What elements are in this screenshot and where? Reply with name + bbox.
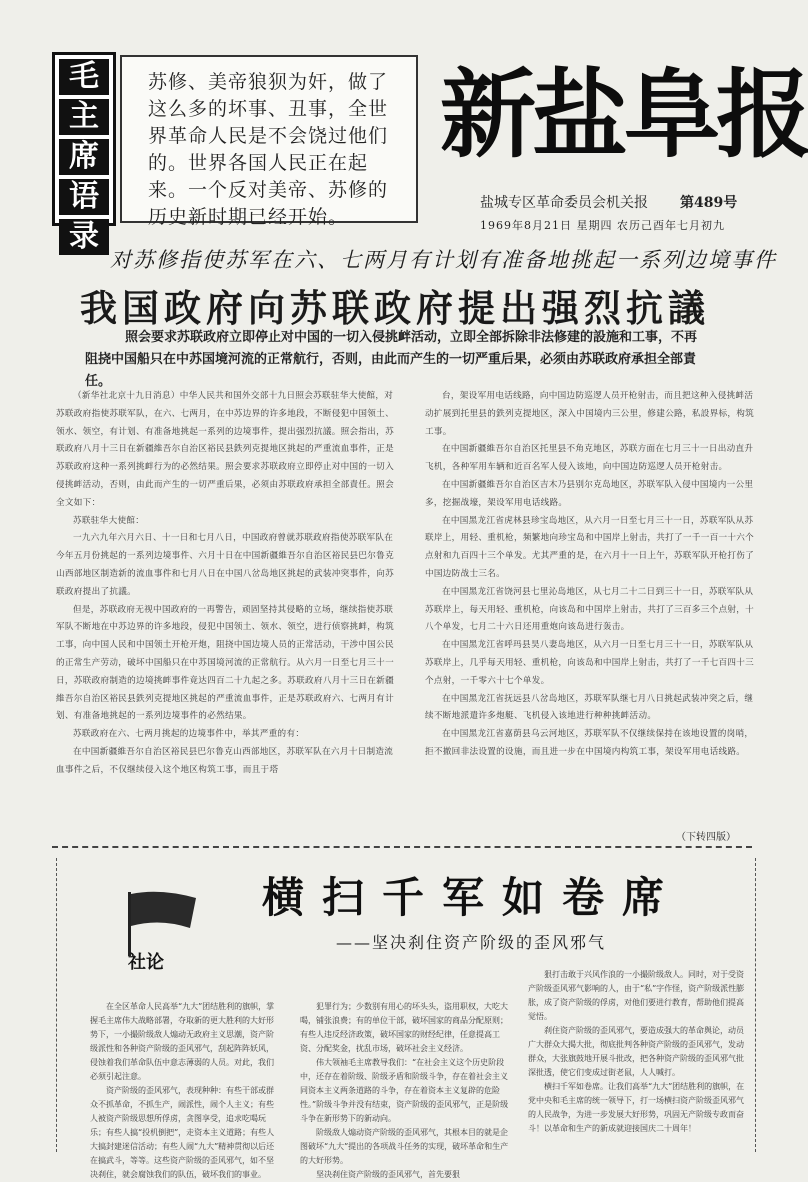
paragraph: 但是，苏联政府无视中国政府的一再警告，顽固坚持其侵略的立场，继续指使苏联军队不断地在中苏边界的许多地段，侵犯中国领土、领水、领空，进行侦察挑衅，构筑工事，向中国人民和中国领土开枪开炮，阻挠中国边境人员的正常活动，干涉中国公民的正常生产劳动，破坏中国船只在中苏国境河流的正常航行。从六月一日至七月三十一日，苏联政府制造的边境挑衅事件竟达四百二十九起之多。苏联政府八月十三日在新疆維吾尔自治区裕民县鉄列克提地区挑起的严重流血事件，正是苏联政府六、七两月有计划、有准备地挑起的一系列边境事件的必然结果。 xyxy=(56,604,394,722)
quote-box xyxy=(120,55,418,228)
paragraph: 在中国黑龙江省呼玛县昊八妻岛地区，从六月一日至七月三十一日，苏联军队从苏联岸上，几乎每天用轻、重机枪，向该岛和中国岸上射击，共打了一千七百四十三个点射，一千零六十七个单发。 xyxy=(425,640,755,686)
issue-number: 第489号 xyxy=(680,195,738,211)
paragraph: 坚决刹住资产阶级的歪风邪气，首先要狠 xyxy=(316,1170,460,1179)
editorial-label: 社论 xyxy=(128,952,164,973)
paragraph: 在中国黑龙江省饶河县七里沁岛地区，从七月二十二日到三十一日，苏联军队从苏联岸上，每天用轻、重机枪，向该岛和中国岸上射击，共打了三百多三个点射，十八个单发，七月二十六日还用重炮向该岛进行轰击。 xyxy=(425,586,755,633)
paragraph: 在中国新疆維吾尔自治区托里县不角克地区，苏联方面在七月三十一日出动直升飞机，各种军用车辆和近百名军人侵入该地，向中国边防巡逻人员开枪射击。 xyxy=(425,444,754,473)
issuer: 盐城专区革命委员会机关报 xyxy=(480,195,648,211)
paragraph: 横扫千军如卷席。让我们高举“九大”团结胜利的旗帜，在党中央和毛主席的统一领导下，打一场横扫资产阶级歪风邪气的人民战争，为进一步发展大好形势，巩固无产阶级专政而奋斗！以革命和生产的新成就迎接国庆二十周年！ xyxy=(528,1082,745,1133)
quote-tag-char: 语 xyxy=(59,179,109,215)
date-line: 1969年8月21日 星期四 农历己酉年七月初九 xyxy=(480,219,725,232)
newspaper-title: 新盐阜报 xyxy=(440,59,808,171)
quote-text: 苏修、美帝狼狈为奸，做了这么多的坏事、丑事，全世界革命人民是不会饶过他们的。世界各国人民正在起来。一个反对美帝、苏修的历史新时期已经开始。 xyxy=(148,71,389,228)
editorial-subtitle: ——坚决刹住资产阶级的歪风邪气 xyxy=(336,933,607,952)
quote-tag-char: 主 xyxy=(59,99,109,135)
paragraph: 苏联政府在六、七两月挑起的边境事件中，举其严重的有： xyxy=(73,729,305,740)
paragraph: 台，架设军用电话线路，向中国边防巡逻人员开枪射击，而且把这种入侵挑衅活动扩展到托里县的鉄列克提地区，深入中国境内三公里，修建公路，私設界标，构筑工事。 xyxy=(425,391,755,437)
paragraph: 一九六九年六月六日、十一日和七月八日，中国政府曾就苏联政府指使苏联军队在今年五月份挑起的一系列边境事件、六月十日在中国新疆維吾尔自治区裕民县巴尔鲁克山西部地区制造新的流血事件和七月八日在中国八岔岛地区挑起的武装冲突事件，向苏联政府提出了抗議。 xyxy=(56,533,394,597)
paragraph: 狠打击敢于兴风作浪的一小撮阶级敌人。同时，对于受资产阶级歪风邪气影响的人，由于“私”字作怪，资产阶级派性膨胀，成了资产阶级的俘虏，对他们要进行教育，帮助他们提高觉悟。 xyxy=(528,970,745,1021)
editorial-column-3 xyxy=(528,968,750,1148)
paragraph: 在中国黑龙江省抚远县八岔岛地区，苏联军队继七月八日挑起武装冲突之后，继续不断地派遣许多炮艇、飞机侵入该地进行种种挑衅活动。 xyxy=(425,693,754,722)
paragraph: 在全区革命人民高举“九大”团结胜利的旗帜，掌握毛主席伟大战略部署，夺取新的更大胜利的大好形势下，一小撮阶级敌人煽动无政府主义思潮，资产阶级派性和各种资产阶级的歪风邪气，刮起阵阵妖风，侵蚀着我们革命队伍中意志薄弱的人员。对此，我们必须引起注意。 xyxy=(90,1002,275,1081)
article-column-right xyxy=(425,388,755,828)
paragraph: 在中国黑龙江省嘉荫县乌云河地区，苏联军队不仅继续保持在该地设置的岗哨，拒不撤回非法设置的设施，而且进一步在中国境内构筑工事，架设军用电话线路。 xyxy=(425,729,754,757)
section-divider xyxy=(52,846,752,848)
continued-note: （下转四版） xyxy=(676,832,736,843)
editorial-column-2 xyxy=(300,1000,512,1179)
editorial-title: 横扫千军如卷席 xyxy=(262,873,683,922)
quote-tag xyxy=(52,52,116,254)
paragraph: 在中国黑龙江省虎林县珍宝岛地区，从六月一日至七月三十一日，苏联军队从苏联岸上，用轻、重机枪，频繁地向珍宝岛和中国岸上射击，共打了一千一百一十六个点射和九百四十三个单发。尤其严重的是，在六月十一日上午，苏联军队开枪打伤了中国边防战士三名。 xyxy=(425,515,755,579)
paragraph: 资产阶级的歪风邪气，表现种种：有些干部或群众不抓革命，不抓生产，闹派性，闹个人主义；有些人被资产阶级思想所俘虏，贪图享受，追求吃喝玩乐；有些人搞“投机倒把”，走资本主义道路；有些人大搞封建迷信活动；有些人闹“九大”精神贯彻以后还在搞武斗，等等。这些资产阶级的歪风邪气，如不坚决刹住，就会腐蚀我们的队伍，破坏我们的事业。 xyxy=(90,1086,275,1179)
quote-tag-char: 毛 xyxy=(59,59,109,95)
kicker-headline: 对苏修指使苏军在六、七两月有计划有准备地挑起一系列边境事件 xyxy=(110,248,777,272)
headline-summary xyxy=(85,327,705,393)
main-headline: 我国政府向苏联政府提出强烈抗議 xyxy=(80,287,710,330)
paragraph: （新华社北京十九日消息）中华人民共和国外交部十九日照会苏联驻华大使館，对苏联政府指使苏联军队，在六、七两月，在中苏边界的许多地段，不断侵犯中国领土、领水、领空，有计划、有准备地挑起一系列的边境事件，提出强烈抗議。照会指出，苏联政府八月十三日在新疆維吾尔自治区裕民县鉄列克提地区挑起的严重流血事件，正是苏联政府这种一系列挑衅行为的必然结果。照会要求苏联政府立即停止对中国的一切入侵挑衅活动，否则，由此而产生的一切严重后果，必须由苏联政府承担全部責任。照会全文如下： xyxy=(56,391,394,508)
paragraph: 苏联驻华大使館： xyxy=(73,515,145,526)
paragraph: 犯罪行为；少数别有用心的坏头头，盗用职权，大吃大喝，铺张浪费；有的单位干部，破坏国家的商品分配原则；有些人违反经济政策，破坏国家的财经纪律，任意提高工资、分配奖金，扰乱市场，破坏社会主义经济。 xyxy=(300,1002,508,1053)
quote-tag-char: 录 xyxy=(59,219,109,255)
paragraph: 阶级敌人煽动资产阶级的歪风邪气，其根本目的就是企图破坏“九大”提出的各项战斗任务的实现，破坏革命和生产的大好形势。 xyxy=(300,1128,509,1165)
paragraph: 在中国新疆維吾尔自治区吉木乃县别尔克岛地区，苏联军队入侵中国境内一公里多，挖掘战壕，架设军用电话线路。 xyxy=(425,479,754,508)
paragraph: 在中国新疆維吾尔自治区裕民县巴尔鲁克山西部地区，苏联军队在六月十日制造流血事件之后，不仅继续侵入这个地区构筑工事，而且于塔 xyxy=(56,746,394,775)
article-column-left xyxy=(56,388,402,843)
editorial-column-1 xyxy=(90,1000,280,1179)
summary-text: 照会要求苏联政府立即停止对中国的一切入侵挑衅活动，立即全部拆除非法修建的設施和工事，不再阻挠中国船只在中苏国境河流的正常航行，否则，由此而产生的一切严重后果，必须由苏联政府承担全部責任。 xyxy=(85,330,698,389)
paragraph: 伟大领袖毛主席教导我们：“在社会主义这个历史阶段中，还存在着阶级、阶级矛盾和阶级斗争，存在着社会主义同资本主义两条道路的斗争，存在着资本主义复辟的危险性。”阶级斗争并没有结束，资产阶级的歪风邪气，正是阶级斗争在新形势下的新动向。 xyxy=(300,1058,509,1123)
quote-tag-char: 席 xyxy=(59,139,109,175)
paragraph: 刹住资产阶级的歪风邪气，要造成强大的革命舆论，动员广大群众大揭大批，彻底批判各种资产阶级的歪风邪气，发动群众，大张旗鼓地开展斗批改，把各种资产阶级的歪风邪气批深批透，使它们变成过街老鼠，人人喊打。 xyxy=(528,1026,744,1077)
